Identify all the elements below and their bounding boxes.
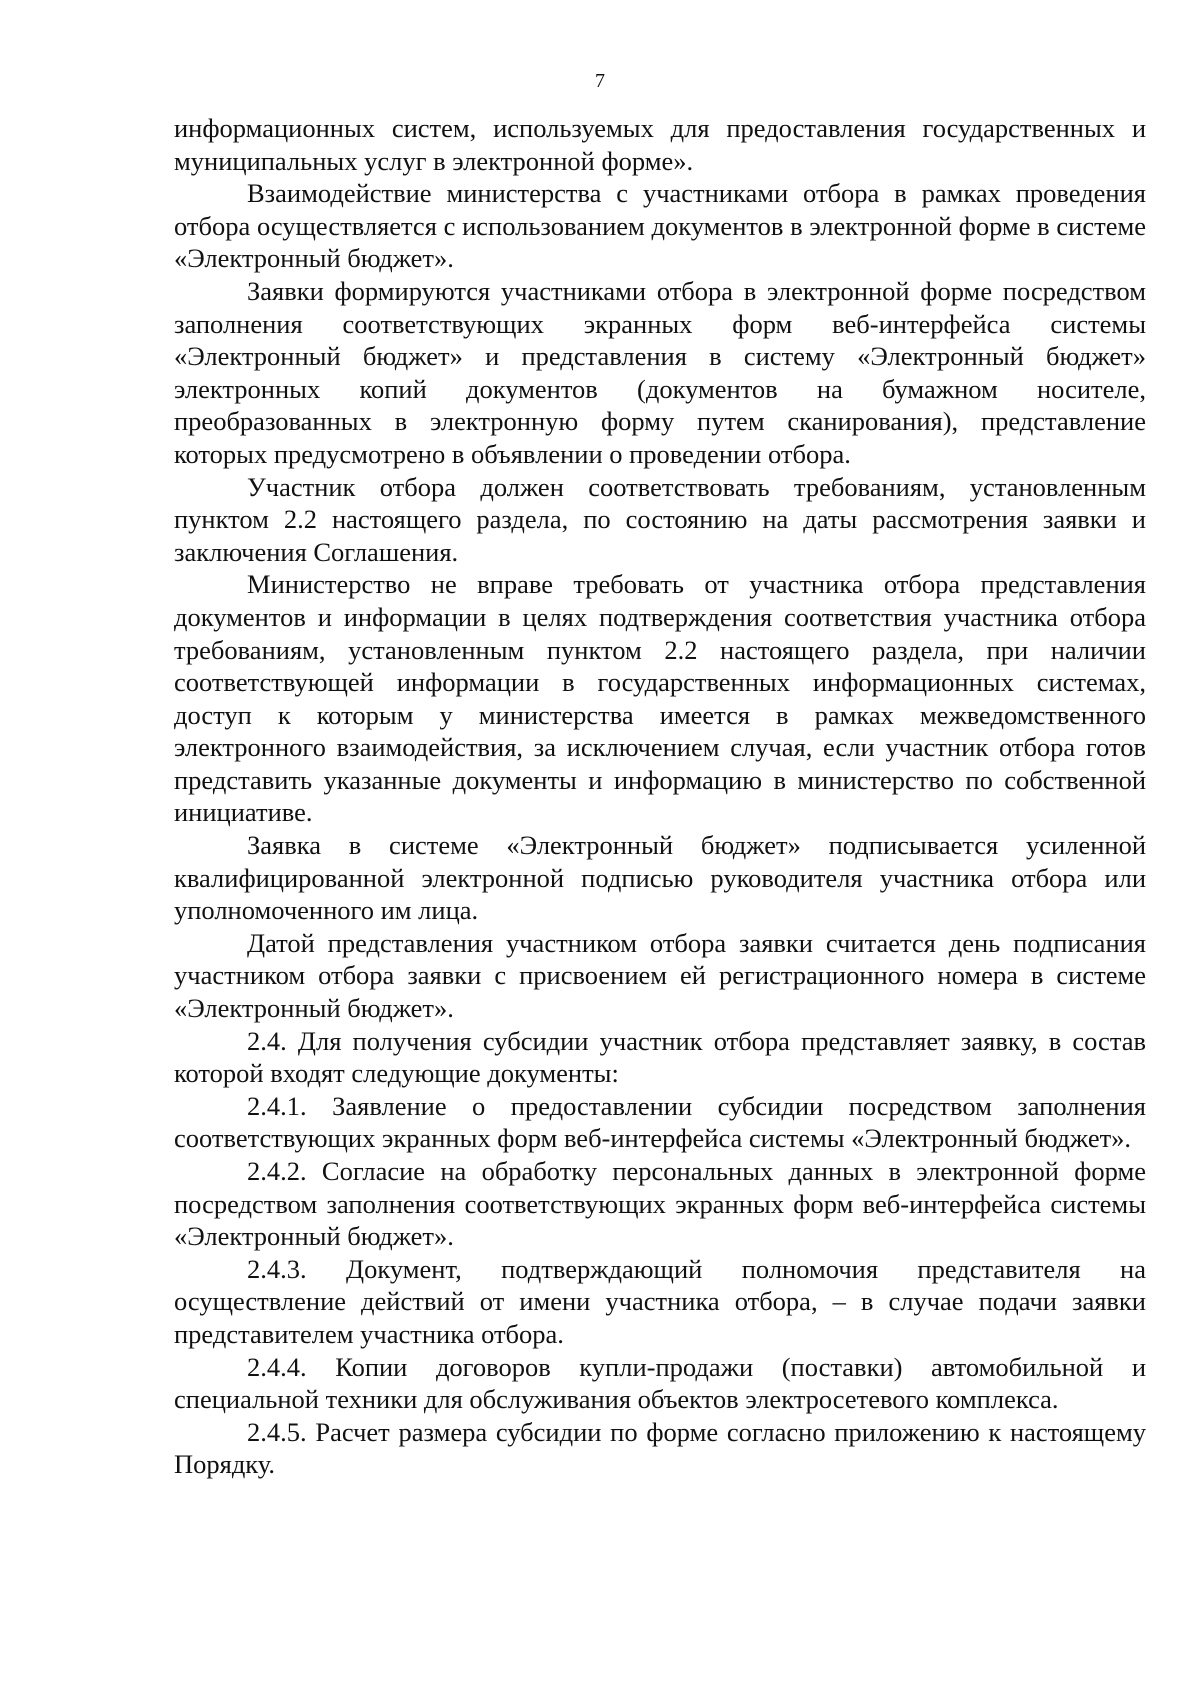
paragraph-continuation: информационных систем, используемых для предоставления государственных и муниципальных услуг в электронной форме». [174, 113, 1146, 176]
paragraph-participant-requirements: Участник отбора должен соответствовать требованиям, установленным пунктом 2.2 настоящего раздела, по состоянию на даты рассмотрения заявки и заключения Соглашения. [174, 471, 1146, 567]
document-body [174, 112, 1146, 1481]
paragraph-interaction: Взаимодействие министерства с участниками отбора в рамках проведения отбора осуществляется с использованием документов в электронной форме в системе «Электронный бюджет». [174, 178, 1146, 274]
paragraph-2-4-2: 2.4.2. Согласие на обработку персональных данных в электронной форме посредством заполнения соответствующих экранных форм веб-интерфейса системы «Электронный бюджет». [174, 1156, 1146, 1252]
paragraph-2-4-1: 2.4.1. Заявление о предоставлении субсидии посредством заполнения соответствующих экранных форм веб-интерфейса системы «Электронный бюджет». [174, 1090, 1146, 1154]
paragraph-2-4-3: 2.4.3. Документ, подтверждающий полномочия представителя на осуществление действий от имени участника отбора, – в случае подачи заявки представителем участника отбора. [174, 1253, 1146, 1349]
paragraph-ministry-rights: Министерство не вправе требовать от участника отбора представления документов и информации в целях подтверждения соответствия участника отбора требованиям, установленным пунктом 2.2 настоящего раздела, при наличии соответствующей информации в государственных информационных системах, доступ к которым у министерства имеется в рамках межведомственного электронного взаимодействия, за исключением случая, если участник отбора готов представить указанные документы и информацию в министерство по собственной инициативе. [174, 569, 1146, 828]
paragraph-signature: Заявка в системе «Электронный бюджет» подписывается усиленной квалифицированной электронной подписью руководителя участника отбора или уполномоченного им лица. [174, 830, 1146, 926]
paragraph-applications: Заявки формируются участниками отбора в электронной форме посредством заполнения соответствующих экранных форм веб-интерфейса системы «Электронный бюджет» и представления в систему «Электронный бюджет» электронных копий документов (документов на бумажном носителе, преобразованных в электронную форму путем сканирования), представление которых предусмотрено в объявлении о проведении отбора. [174, 275, 1146, 469]
paragraph-section-2-4: 2.4. Для получения субсидии участник отбора представляет заявку, в состав которой входят следующие документы: [174, 1025, 1146, 1089]
page-number: 7 [595, 70, 605, 92]
paragraph-2-4-4: 2.4.4. Копии договоров купли-продажи (поставки) автомобильной и специальной техники для обслуживания объектов электросетевого комплекса. [174, 1351, 1146, 1415]
paragraph-2-4-5: 2.4.5. Расчет размера субсидии по форме согласно приложению к настоящему Порядку. [174, 1416, 1146, 1480]
paragraph-submission-date: Датой представления участником отбора заявки считается день подписания участником отбора заявки с присвоением ей регистрационного номера в системе «Электронный бюджет». [174, 927, 1146, 1024]
